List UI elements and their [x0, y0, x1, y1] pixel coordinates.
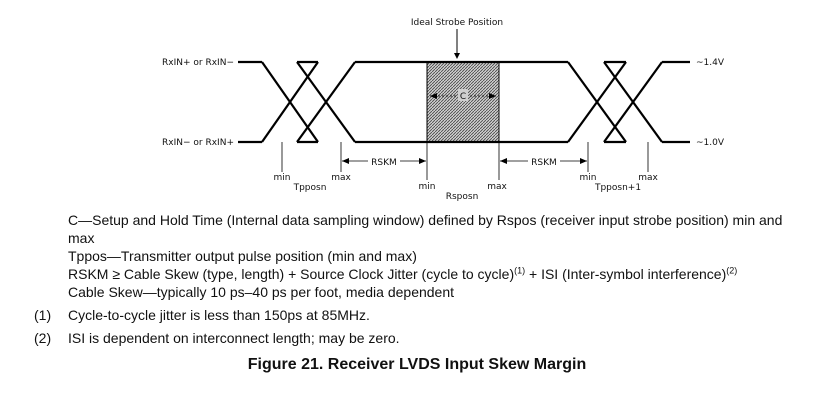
footnote-1-text: Cycle-to-cycle jitter is less than 150ps at 85MHz. — [68, 307, 370, 323]
footnote-2-text: ISI is dependent on interconnect length; may be zero. — [68, 330, 400, 346]
tppos-min-label: min — [273, 173, 291, 183]
tppos-label: Tpposn — [293, 183, 327, 193]
tppos-max-label: max — [331, 173, 351, 183]
note-rskm-sup2: (2) — [726, 265, 738, 276]
signal-bottom-label: RxIN− or RxIN+ — [162, 138, 234, 148]
note-tppos: Tppos—Transmitter output pulse position (min and max) — [68, 248, 417, 264]
level-low-label: ~1.0V — [696, 138, 725, 148]
note-c-line1: C—Setup and Hold Time (Internal data sampling window) defined by Rspos (receiver input strobe position) min and — [68, 212, 783, 228]
rspos-min-label: min — [418, 182, 436, 192]
note-cable-skew: Cable Skew—typically 10 ps–40 ps per foot, media dependent — [68, 284, 455, 300]
c-label: C — [459, 92, 467, 102]
sampling-window — [427, 62, 499, 142]
note-c-line2: max — [68, 230, 95, 246]
note-rskm — [68, 266, 737, 283]
tppos-next-label: Tpposn+1 — [594, 183, 642, 193]
note-rskm-sup1: (1) — [514, 265, 526, 276]
rskm-left-label: RSKM — [371, 158, 397, 168]
ideal-strobe-label: Ideal Strobe Position — [410, 18, 504, 28]
footnote-2-number: (2) — [34, 330, 52, 346]
rspos-label: Rsposn — [445, 192, 479, 202]
rspos-max-label: max — [487, 182, 507, 192]
tppos-next-max-label: max — [638, 173, 658, 183]
rskm-left — [342, 155, 426, 168]
figure-caption: Figure 21. Receiver LVDS Input Skew Margin — [247, 356, 587, 373]
rskm-right — [500, 155, 587, 168]
rskm-right-label: RSKM — [531, 158, 557, 168]
signal-top-label: RxIN+ or RxIN− — [162, 58, 234, 68]
tppos-next-min-label: min — [579, 173, 597, 183]
note-rskm-part1: RSKM ≥ Cable Skew (type, length) + Source Clock Jitter (cycle to cycle) — [68, 266, 515, 282]
level-high-label: ~1.4V — [696, 58, 725, 68]
note-rskm-part2: + ISI (Inter-symbol interference) — [525, 266, 727, 282]
footnote-1-number: (1) — [34, 307, 52, 323]
